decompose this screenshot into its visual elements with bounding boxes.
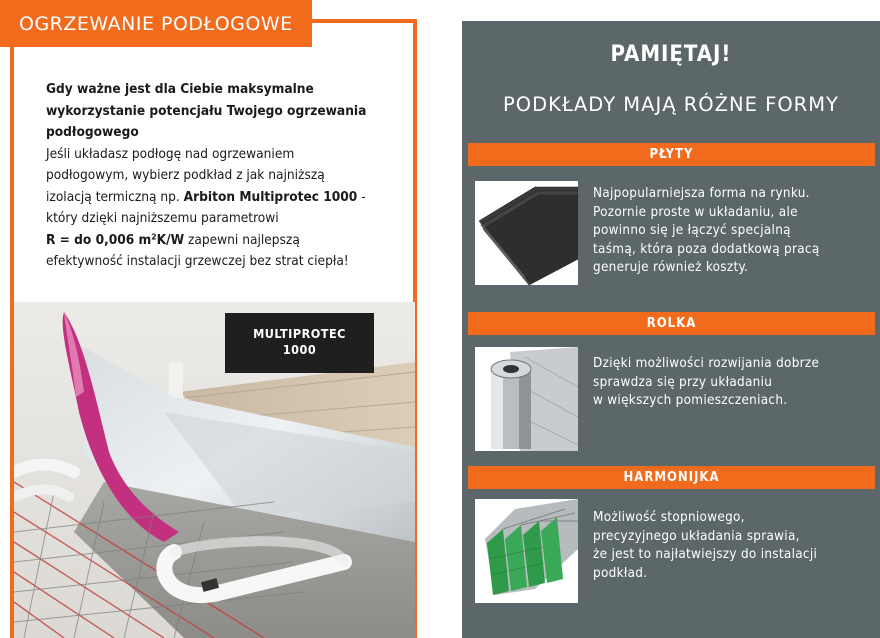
form-label-plates: PŁYTY — [468, 143, 875, 166]
body-line-3: izolacją termiczną np. Arbiton Multiprotec 1000 - — [46, 188, 366, 205]
product-name: Arbiton Multiprotec 1000 — [183, 188, 358, 205]
body-line-2: podłogowym, wybierz podkład z jak najniższą — [46, 167, 325, 183]
body-line-6: efektywność instalacji grzewczej bez strat ciepła! — [46, 253, 349, 269]
heading-line-3: podłogowego — [46, 124, 139, 140]
form-label-roll: ROLKA — [468, 312, 875, 335]
body-line-5: R = do 0,006 m²K/W zapewni najlepszą — [46, 231, 300, 248]
roll-description: Dzięki możliwości rozwijania dobrze sprawdza się przy układaniu w większych pomieszczeniach. — [593, 356, 820, 408]
product-badge: MULTIPROTEC 1000 — [225, 313, 374, 373]
roll-image — [475, 347, 578, 451]
r-value: R = do 0,006 m²K/W — [46, 231, 185, 248]
heading-line-1: Gdy ważne jest dla Ciebie maksymalne — [46, 81, 314, 97]
body-line-1: Jeśli układasz podłogę nad ogrzewaniem — [46, 145, 295, 162]
plates-description: Najpopularniejsza forma na rynku. Pozornie proste w układaniu, ale powinno się je łączyć specjalną taśmą, która poza dodatkową pracą generuje również koszty. — [593, 186, 820, 275]
left-panel-text — [46, 79, 406, 273]
form-label-folding: HARMONIJKA — [468, 466, 875, 489]
right-panel — [462, 21, 880, 638]
reminder-title: PAMIĘTAJ! — [610, 42, 732, 67]
left-panel-title: OGRZEWANIE PODŁOGOWE — [0, 0, 312, 47]
folding-description: Możliwość stopniowego, precyzyjnego układania sprawia, że jest to najłatwiejszy do instalacji podkład. — [593, 510, 818, 581]
plates-image — [475, 181, 578, 285]
reminder-subtitle: PODKŁADY MAJĄ RÓŻNE FORMY — [503, 93, 839, 116]
folding-image — [475, 499, 578, 603]
heading-line-2: wykorzystanie potencjału Twojego ogrzewania — [46, 102, 367, 119]
body-line-4: który dzięki najniższemu parametrowi — [46, 210, 279, 226]
